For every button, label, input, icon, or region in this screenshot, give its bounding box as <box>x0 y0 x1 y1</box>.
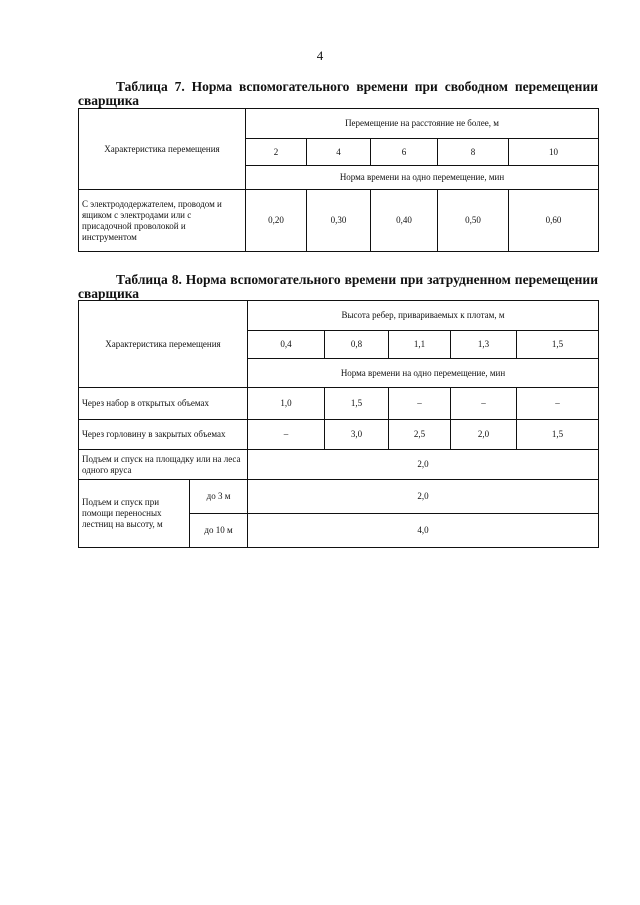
table8-cell: 1,0 <box>248 388 325 420</box>
table8-platform-label: Подъем и спуск на площадку или на леса одного яруса <box>79 450 248 480</box>
page-number: 4 <box>316 48 324 63</box>
table7-distance: 6 <box>371 139 438 166</box>
table-row <box>79 480 599 514</box>
table7-distance: 8 <box>438 139 509 166</box>
table8-height: 1,1 <box>389 331 451 359</box>
table8-time-header: Норма времени на одно перемещение, мин <box>248 359 599 388</box>
table7-distance: 2 <box>246 139 307 166</box>
table7 <box>78 108 599 252</box>
table8-title: Таблица 8. Норма вспомогательного времени при затрудненном перемещении сварщика <box>78 272 598 301</box>
table8-height: 0,4 <box>248 331 325 359</box>
table8-cell: – <box>451 388 517 420</box>
table8-cell: 2,5 <box>389 420 451 450</box>
table8-ladder-sub-label: до 10 м <box>190 514 248 548</box>
table8-cell: – <box>517 388 599 420</box>
table7-cell: 0,60 <box>509 190 599 252</box>
table8-ladder-value: 4,0 <box>248 514 599 548</box>
table7-distance: 4 <box>307 139 371 166</box>
table8-ladder-label: Подъем и спуск при помощи переносных лестниц на высоту, м <box>79 480 190 548</box>
table8-cell: – <box>389 388 451 420</box>
table7-cell: 0,50 <box>438 190 509 252</box>
table8-cell: 2,0 <box>451 420 517 450</box>
table-row <box>79 190 599 252</box>
table8-row-label: Через набор в открытых объемах <box>79 388 248 420</box>
table7-distance: 10 <box>509 139 599 166</box>
table8-cell: 1,5 <box>517 420 599 450</box>
table-row <box>79 388 599 420</box>
table8-row-label: Через горловину в закрытых объемах <box>79 420 248 450</box>
table8-ladder-sub-label: до 3 м <box>190 480 248 514</box>
table7-cell: 0,40 <box>371 190 438 252</box>
table8-cell: – <box>248 420 325 450</box>
table-row <box>79 420 599 450</box>
table7-title: Таблица 7. Норма вспомогательного времени при свободном перемещении сварщика <box>78 79 598 108</box>
table8-height: 1,5 <box>517 331 599 359</box>
table7-time-header: Норма времени на одно перемещение, мин <box>246 166 599 190</box>
table8-cell: 3,0 <box>325 420 389 450</box>
table8-ladder-value: 2,0 <box>248 480 599 514</box>
table8-row-header: Характеристика перемещения <box>79 301 248 388</box>
table7-distance-header: Перемещение на расстояние не более, м <box>246 109 599 139</box>
table7-cell: 0,20 <box>246 190 307 252</box>
table7-cell: 0,30 <box>307 190 371 252</box>
table8-height-header: Высота ребер, привариваемых к плотам, м <box>248 301 599 331</box>
table8-height: 0,8 <box>325 331 389 359</box>
table7-row-label: С электрододержателем, проводом и ящиком с электродами или с присадочной проволокой и инструментом <box>79 190 246 252</box>
table-row <box>79 450 599 480</box>
table8-cell: 1,5 <box>325 388 389 420</box>
table8 <box>78 300 599 548</box>
table7-row-header: Характеристика перемещения <box>79 109 246 190</box>
table8-height: 1,3 <box>451 331 517 359</box>
table8-platform-value: 2,0 <box>248 450 599 480</box>
